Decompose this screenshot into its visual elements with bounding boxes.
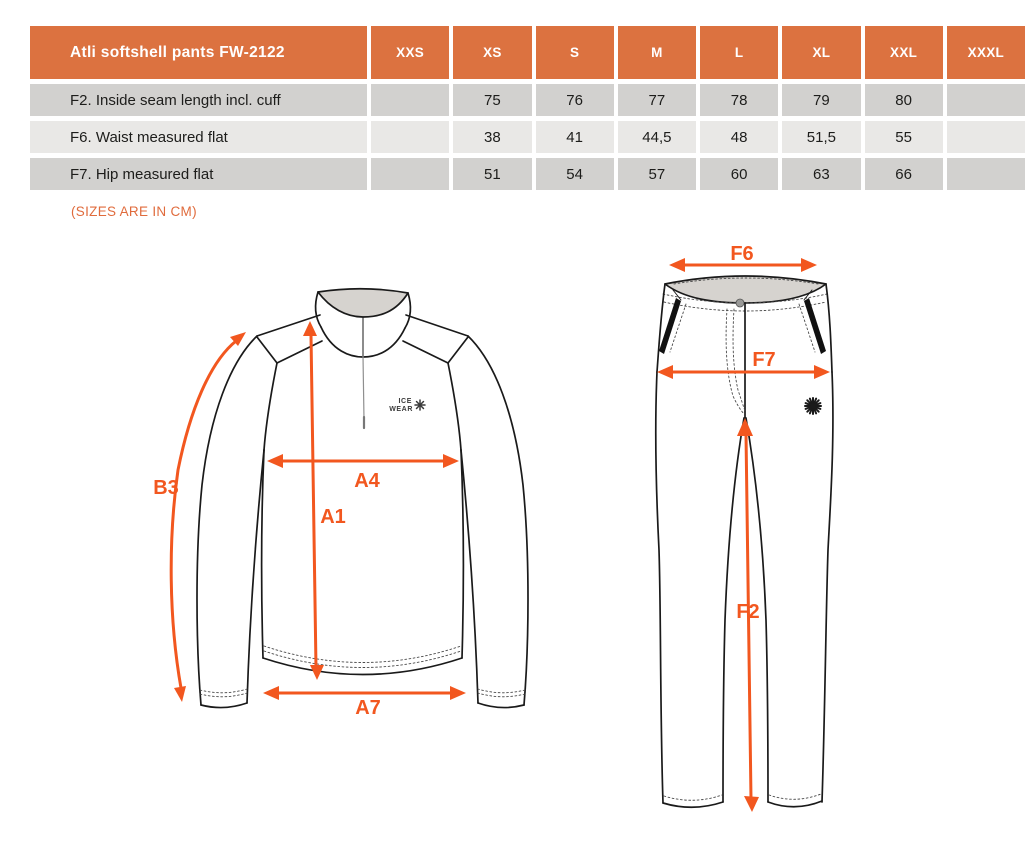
icewear-logo (389, 398, 425, 413)
value-cell (947, 121, 1025, 153)
value-cell: 80 (865, 84, 943, 116)
size-table (30, 26, 1025, 190)
measure-label-b3: B3 (153, 477, 179, 499)
pullover-diagram (197, 289, 528, 708)
value-cell: 54 (536, 158, 614, 190)
value-cell: 76 (536, 84, 614, 116)
value-cell (371, 158, 449, 190)
size-header-cell-m: M (618, 26, 696, 79)
value-cell: 51,5 (782, 121, 860, 153)
value-cell: 75 (453, 84, 531, 116)
measure-arrow-f2 (736, 418, 759, 812)
value-cell: 55 (865, 121, 943, 153)
measure-arrow-a7 (263, 686, 466, 719)
value-cell: 60 (700, 158, 778, 190)
measure-label-a7: A7 (355, 697, 381, 719)
measure-arrow-f7 (657, 349, 830, 379)
size-header-cell-l: L (700, 26, 778, 79)
size-header-cell-xl: XL (782, 26, 860, 79)
value-cell: 77 (618, 84, 696, 116)
value-cell: 48 (700, 121, 778, 153)
waist-button (736, 299, 744, 307)
snowflake-logo-icon (805, 398, 821, 414)
sizes-unit-note: (SIZES ARE IN CM) (71, 204, 197, 219)
measure-label-f2: F2 (736, 601, 760, 623)
value-cell: 44,5 (618, 121, 696, 153)
value-cell: 51 (453, 158, 531, 190)
measure-arrow-f6 (669, 243, 817, 272)
table-title-cell: Atli softshell pants FW-2122 (30, 26, 367, 79)
measure-label-a4: A4 (354, 470, 380, 492)
measure-label-a1: A1 (320, 506, 346, 528)
measure-label-f6: F6 (730, 243, 754, 265)
size-header-cell-xs: XS (453, 26, 531, 79)
value-cell (947, 84, 1025, 116)
value-cell: 57 (618, 158, 696, 190)
value-cell (371, 121, 449, 153)
measure-arrow-a1 (303, 321, 346, 680)
value-cell: 66 (865, 158, 943, 190)
value-cell (947, 158, 1025, 190)
value-cell (371, 84, 449, 116)
measure-label-f7: F7 (752, 349, 776, 371)
size-header-cell-s: S (536, 26, 614, 79)
row-label-cell: F7. Hip measured flat (30, 158, 367, 190)
svg-text:ICE: ICE (398, 398, 412, 405)
size-header-cell-xxxl: XXXL (947, 26, 1025, 79)
svg-text:WEAR: WEAR (389, 406, 413, 413)
value-cell: 78 (700, 84, 778, 116)
row-label-cell: F6. Waist measured flat (30, 121, 367, 153)
value-cell: 41 (536, 121, 614, 153)
value-cell: 38 (453, 121, 531, 153)
value-cell: 79 (782, 84, 860, 116)
value-cell: 63 (782, 158, 860, 190)
size-header-cell-xxl: XXL (865, 26, 943, 79)
icewear-logo-snowflake-icon (415, 400, 425, 410)
size-header-cell-xxs: XXS (371, 26, 449, 79)
measure-arrow-a4 (267, 454, 459, 492)
right-pocket-opening (804, 298, 826, 354)
size-diagrams (0, 232, 1036, 855)
pants-diagram (656, 276, 833, 807)
row-label-cell: F2. Inside seam length incl. cuff (30, 84, 367, 116)
pullover-collar-inside (318, 289, 408, 317)
